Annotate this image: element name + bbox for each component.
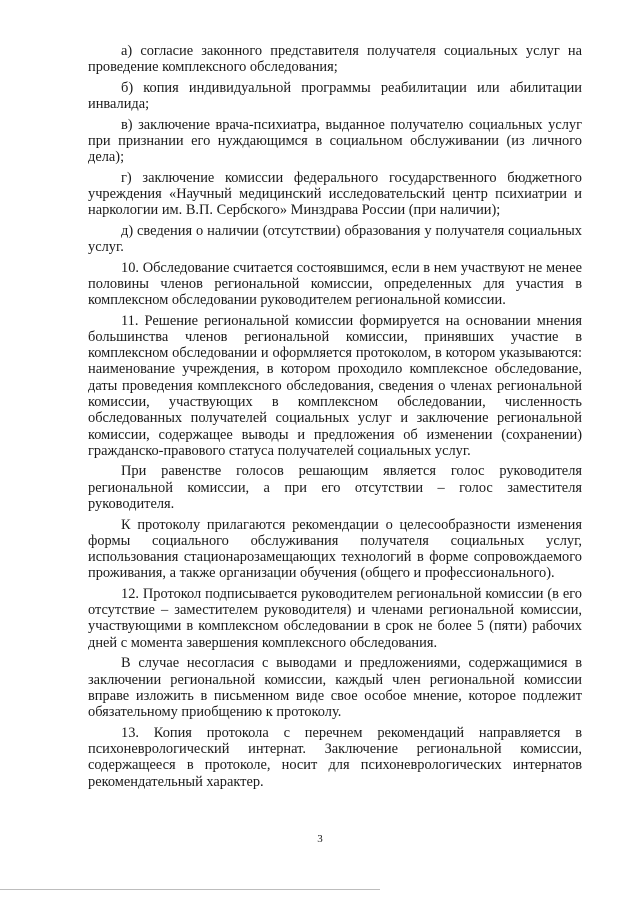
paragraph-dissent: В случае несогласия с выводами и предложениями, содержащимися в заключении региональной комиссии, каждый член региональной комиссии вправе изложить в письменном виде свое особое мнение, которое подлежит обязательному приобщению к протоколу. (88, 655, 582, 721)
list-item-b: б) копия индивидуальной программы реабилитации или абилитации инвалида; (88, 79, 582, 113)
footer-divider (0, 889, 380, 890)
paragraph-12: 12. Протокол подписывается руководителем региональной комиссии (в его отсутствие – заместителем руководителя) и членами региональной комиссии, участвующими в комплексном обследовании в срок не более 5 (пяти) рабочих дней с момента завершения комплексного обследования. (88, 585, 582, 651)
paragraph-11: 11. Решение региональной комиссии формируется на основании мнения большинства членов региональной комиссии, принявших участие в комплексном обследовании и оформляется протоколом, в котором указываются: наименование учреждения, в котором проходило комплексное обследование, даты проведения комплексного обследования, сведения о членах региональной комиссии, участвующих в комплексном обследовании, численность обследованных получателей социальных услуг и заключение региональной комиссии, содержащее выводы и предложения об изменении (сохранении) гражданско-правового статуса получателей социальных услуг. (88, 312, 582, 459)
list-item-v: в) заключение врача-психиатра, выданное получателю социальных услуг при признании его нуждающимся в социальном обслуживании (из личного дела); (88, 116, 582, 166)
paragraph-10: 10. Обследование считается состоявшимся, если в нем участвуют не менее половины членов региональной комиссии, определенных для участия в комплексном обследовании руководителем региональной комиссии. (88, 259, 582, 309)
list-item-a: а) согласие законного представителя получателя социальных услуг на проведение комплексного обследования; (88, 43, 582, 76)
document-body (88, 43, 582, 794)
paragraph-tie-vote: При равенстве голосов решающим является голос руководителя региональной комиссии, а при его отсутствии – голос заместителя руководителя. (88, 463, 582, 513)
paragraph-13: 13. Копия протокола с перечнем рекомендаций направляется в психоневрологический интернат. Заключение региональной комиссии, содержащееся в протоколе, носит для психоневрологических интернатов рекомендательный характер. (88, 724, 582, 790)
paragraph-recommendations: К протоколу прилагаются рекомендации о целесообразности изменения формы социального обслуживания получателя социальных услуг, использования стационарозамещающих технологий в форме сопровождаемого проживания, а также организации обучения (общего и профессионального). (88, 516, 582, 582)
list-item-g: г) заключение комиссии федерального государственного бюджетного учреждения «Научный медицинский исследовательский центр психиатрии и наркологии им. В.П. Сербского» Минздрава России (при наличии); (88, 169, 582, 219)
list-item-d: д) сведения о наличии (отсутствии) образования у получателя социальных услуг. (88, 222, 582, 256)
page-number: 3 (317, 833, 323, 845)
